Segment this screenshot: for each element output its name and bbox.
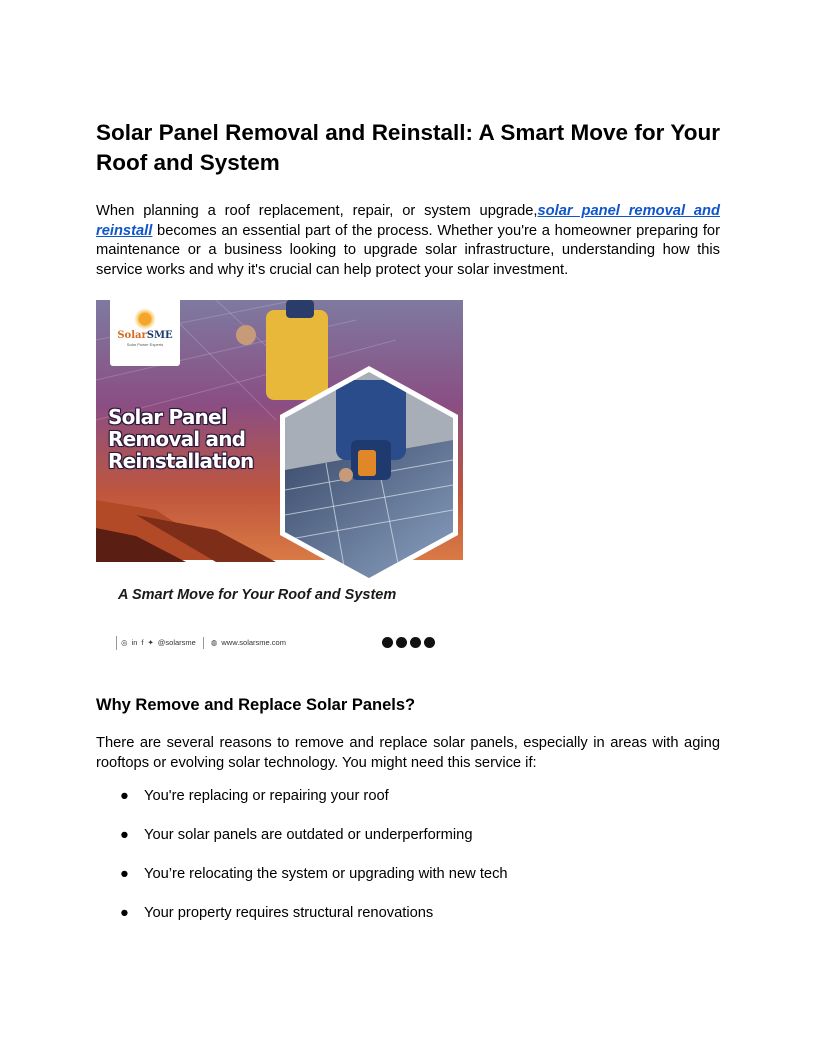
social-handle: @solarsme [157, 638, 196, 647]
page-title: Solar Panel Removal and Reinstall: A Smart Move for Your Roof and System [96, 120, 720, 175]
play-icon [410, 637, 421, 648]
logo-tagline: Solar Power Experts [126, 342, 164, 347]
linkedin-icon: in [131, 638, 138, 647]
sun-icon [134, 308, 156, 330]
document-body [96, 118, 720, 943]
solar-removal-link[interactable]: solar panel removal and reinstall [96, 203, 720, 239]
logo-sme: SME [146, 330, 173, 341]
headline-line-2: Removal and [108, 427, 246, 451]
solarsme-logo [110, 300, 180, 366]
banner-image [96, 300, 463, 662]
list-item: ● Your solar panels are outdated or underperforming [96, 826, 720, 846]
section-paragraph: There are several reasons to remove and replace solar panels, especially in areas with aging rooftops or evolving solar technology. You might need this service if: [96, 735, 720, 771]
banner-headline [108, 406, 253, 472]
section-heading: Why Remove and Replace Solar Panels? [96, 696, 416, 714]
bullet-icon: ● [120, 788, 129, 804]
social-circle-icons [382, 637, 435, 648]
bullet-icon: ● [120, 827, 129, 843]
home-icon [424, 637, 435, 648]
list-item: ● You’re relocating the system or upgrading with new tech [96, 865, 720, 885]
globe-icon: ◍ [210, 638, 218, 647]
instagram-icon: ◎ [121, 638, 128, 647]
intro-text-end: becomes an essential part of the process. Whether you're a homeowner preparing for maintenance or a business looking to upgrade solar infrastructure, understanding how this service works and why it's crucial can help protect your solar investment. [96, 222, 720, 278]
intro-text-start: When planning a roof replacement, repair, or system upgrade, [96, 203, 538, 219]
facebook-icon: f [141, 638, 144, 647]
chat-icon [396, 637, 407, 648]
social-bar [116, 636, 286, 650]
intro-paragraph [96, 202, 720, 280]
list-item: ● Your property requires structural renovations [96, 904, 720, 924]
heart-icon [382, 637, 393, 648]
headline-line-1: Solar Panel [108, 405, 227, 429]
worker-vest [266, 310, 328, 400]
headline-line-3: Reinstallation [108, 449, 254, 473]
reasons-list [96, 787, 720, 924]
twitter-icon: ✦ [147, 638, 154, 647]
logo-solar: Solar [117, 330, 147, 341]
bullet-icon: ● [120, 905, 129, 921]
website-text: www.solarsme.com [221, 638, 286, 647]
bullet-icon: ● [120, 866, 129, 882]
banner-tagline: A Smart Move for Your Roof and System [118, 587, 397, 603]
list-item: ● You're replacing or repairing your roof [96, 787, 720, 807]
